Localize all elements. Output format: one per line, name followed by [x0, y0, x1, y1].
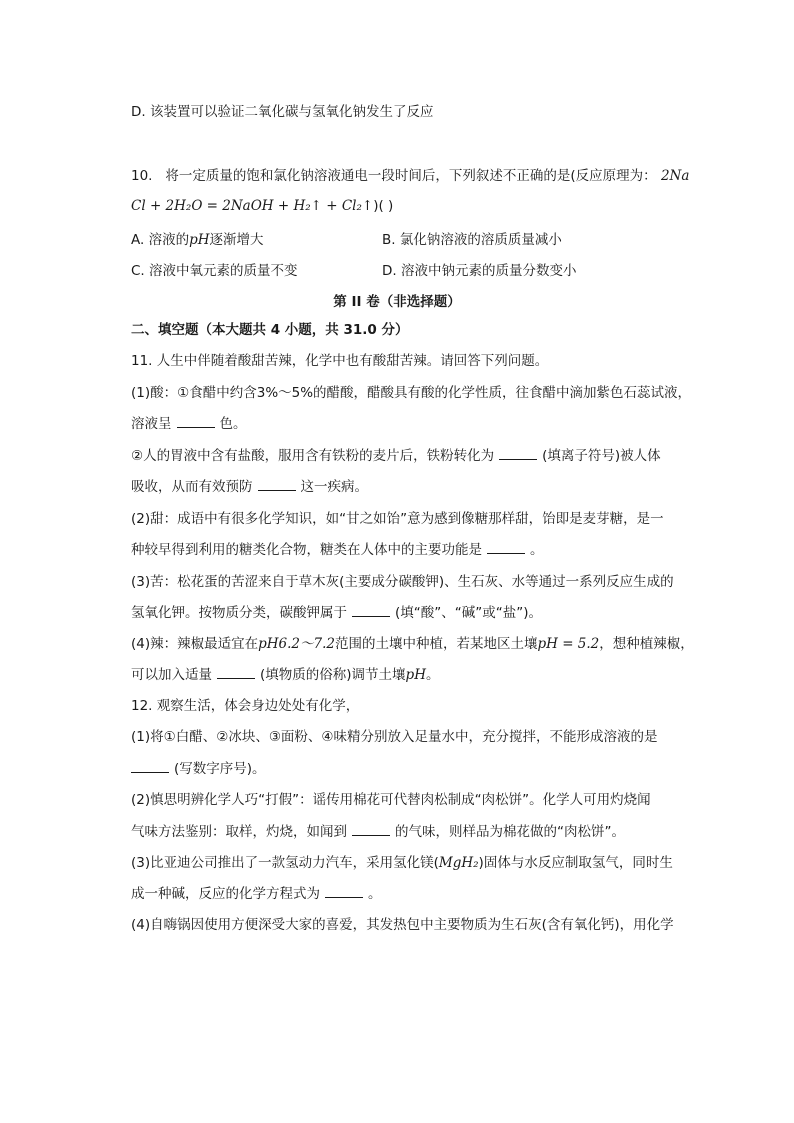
q12-formula-mgh2: MgH₂ — [438, 855, 479, 871]
q11-line7 — [131, 540, 544, 560]
q11-line9 — [131, 603, 542, 623]
q10-option-a-ph: pH — [189, 232, 210, 248]
q11-line10-c: ，想种植辣椒， — [599, 636, 694, 652]
q10-option-a-pre: A. 溶液的 — [131, 232, 190, 248]
q11-line4-a: ②人的胃液中含有盐酸，服用含有铁粉的麦片后，铁粉转化为 — [131, 448, 495, 464]
q12-line5 — [131, 822, 625, 842]
q11-line11-c: 。 — [425, 667, 440, 683]
q10-paren: )( ) — [373, 198, 394, 214]
q12-line1: 12. 观察生活，体会身边处处有化学， — [131, 698, 360, 714]
answer-blank — [499, 447, 537, 460]
q11-line7-a: 种较早得到利用的糖类化合物，糖类在人体中的主要功能是 — [131, 542, 482, 558]
answer-blank — [325, 885, 363, 898]
q12-line2: (1)将①白醋、②冰块、③面粉、④味精分别放入足量水中，充分搅拌，不能形成溶液的是 — [131, 729, 658, 745]
q11-line11-a: 可以加入适量 — [131, 667, 212, 683]
q10-equation-head: 2Na — [660, 168, 690, 184]
q12-line8: (4)自嗨锅因使用方便深受大家的喜爱，其发热包中主要物质为生石灰(含有氧化钙)，用化学 — [131, 917, 674, 933]
answer-blank — [217, 666, 255, 679]
q12-line6-b: )固体与水反应制取氢气，同时生 — [478, 855, 673, 871]
q10-option-d: D. 溶液中钠元素的质量分数变小 — [382, 263, 577, 279]
q11-line6: (2)甜：成语中有很多化学知识，如“甘之如饴”意为感到像糖那样甜，饴即是麦芽糖，是一 — [131, 511, 664, 527]
answer-blank — [177, 415, 215, 428]
q12-line6 — [131, 853, 673, 873]
q11-line10-a: (4)辣：辣椒最适宜在 — [131, 636, 259, 652]
q12-line5-a: 气味方法鉴别：取样，灼烧，如闻到 — [131, 824, 347, 840]
q11-line7-b: 。 — [530, 542, 544, 558]
q10-equation: Cl + 2H₂O = 2NaOH + H₂↑ + Cl₂↑ — [131, 198, 374, 214]
q11-ph-value: pH = 5.2 — [537, 636, 600, 652]
q11-line3-a: 溶液呈 — [131, 416, 172, 432]
q11-line3 — [131, 414, 247, 434]
q12-line7-b: 。 — [368, 886, 382, 902]
section2-subtitle: 二、填空题（本大题共 4 小题，共 31.0 分） — [131, 322, 409, 338]
q12-line3-b: (写数字序号)。 — [174, 761, 266, 777]
answer-blank — [131, 760, 169, 773]
q11-line10 — [131, 634, 694, 654]
q10-stem-line1 — [131, 166, 689, 186]
q11-line4 — [131, 446, 661, 466]
q9-option-d: D. 该装置可以验证二氧化碳与氢氧化钠发生了反应 — [131, 104, 434, 120]
q11-line8: (3)苦：松花蛋的苦涩来自于草木灰(主要成分碳酸钾)、生石灰、水等通过一系列反应生成的 — [131, 574, 674, 590]
q10-option-a-post: 逐渐增大 — [209, 232, 264, 248]
q11-line11-b: (填物质的俗称)调节土壤 — [260, 667, 406, 683]
q11-ph-range: pH6.2～7.2 — [258, 636, 335, 652]
q12-line7-a: 成一种碱，反应的化学方程式为 — [131, 886, 320, 902]
q12-line6-a: (3)比亚迪公司推出了一款氢动力汽车，采用氢化镁( — [131, 855, 439, 871]
q11-line5-a: 吸收，从而有效预防 — [131, 479, 253, 495]
q10-stem: 将一定质量的饱和氯化钠溶液通电一段时间后，下列叙述不正确的是(反应原理为： — [165, 168, 657, 184]
q10-option-b: B. 氯化钠溶液的溶质质量减小 — [382, 232, 562, 248]
q10-option-c: C. 溶液中氧元素的质量不变 — [131, 263, 298, 279]
answer-blank — [258, 478, 296, 491]
q11-line1: 11. 人生中伴随着酸甜苦辣，化学中也有酸甜苦辣。请回答下列问题。 — [131, 353, 549, 369]
answer-blank — [352, 604, 390, 617]
q10-stem-line2 — [131, 196, 393, 216]
q11-line10-b: 范围的土壤中种植，若某地区土壤 — [334, 636, 538, 652]
q11-line4-b: (填离子符号)被人体 — [542, 448, 661, 464]
q12-line4: (2)慎思明辨化学人巧“打假”：谣传用棉花可代替肉松制成“肉松饼”。化学人可用灼烧闻 — [131, 792, 651, 808]
q12-line7 — [131, 884, 382, 904]
q11-line2: (1)酸：①食醋中约含3%～5%的醋酸，醋酸具有酸的化学性质，往食醋中滴加紫色石蕊试液， — [131, 385, 692, 401]
q12-line5-b: 的气味，则样品为棉花做的“肉松饼”。 — [395, 824, 625, 840]
q11-line11-ph: pH — [405, 667, 426, 683]
q11-line3-b: 色。 — [219, 416, 247, 432]
q12-line3 — [131, 759, 266, 779]
q11-line5-b: 这一疾病。 — [300, 479, 368, 495]
q11-line5 — [131, 477, 368, 497]
q11-line9-a: 氢氧化钾。按物质分类，碳酸钾属于 — [131, 605, 347, 621]
q10-option-a — [131, 228, 264, 248]
section2-title: 第 II 卷（非选择题） — [333, 294, 461, 310]
q11-line11 — [131, 665, 439, 685]
q11-line9-b: (填“酸”、“碱”或“盐”)。 — [395, 605, 542, 621]
q10-number: 10. — [131, 168, 153, 184]
answer-blank — [487, 541, 525, 554]
answer-blank — [352, 823, 390, 836]
